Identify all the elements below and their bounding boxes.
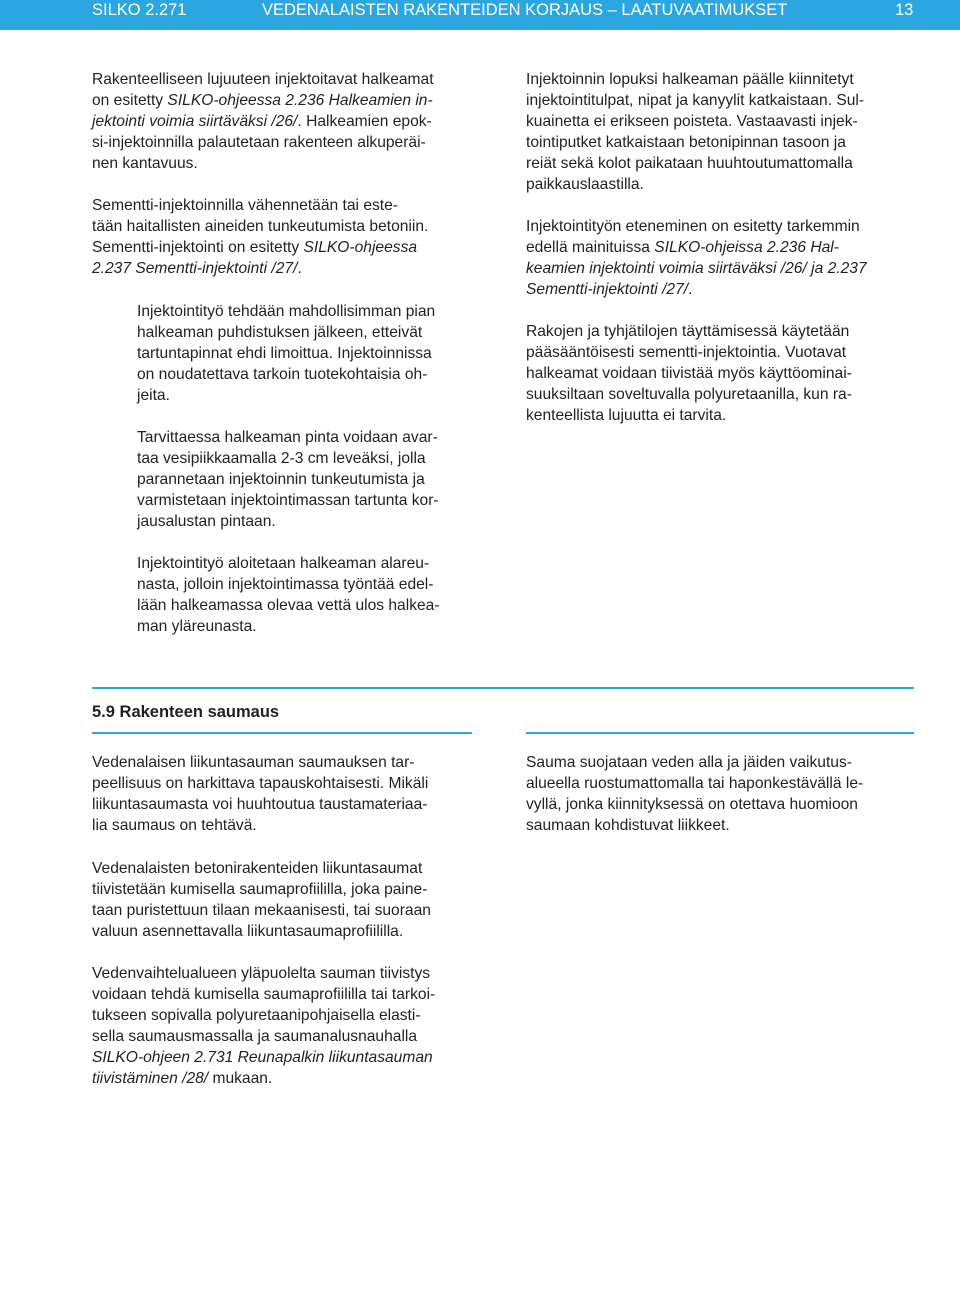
paragraph-joint-protection: Sauma suojataan veden alla ja jäiden vaikutus- alueella ruostumattomalla tai haponkestävällä le- vyllä, jonka kiinnityksessä on otettava huomioon saumaan kohdistuvat liikkeet. — [526, 754, 864, 835]
section-heading: 5.9 Rakenteen saumaus — [92, 703, 280, 721]
document-code: SILKO 2.271 — [92, 1, 187, 19]
paragraph-crack-injection: Rakenteelliseen lujuuteen injektoitavat halkeamat on esitetty SILKO-ohjeessa 2.236 Halkeamien in- jektointi voimia siirtäväksi /26/. Halkeamien epok- si-injektoinnilla palautetaan rakenteen alkuperäi- nen kantavuus. — [92, 71, 434, 173]
paragraph-joint-above-water: Vedenvaihtelualueen yläpuolelta sauman tiivistys voidaan tehdä kumisella saumaprofiililla tai tarkoi- tukseen sopivalla polyuretaanipohjaisella elasti- sella saumausmassalla ja saumanalusnauhalla SILKO-ohjeen 2.731 Reunapalkin liikuntasauman tiivistäminen /28/ mukaan. — [92, 965, 436, 1088]
section-top-rule — [92, 687, 914, 689]
paragraph-injection-progress: Injektointityön eteneminen on esitetty tarkemmin edellä mainituissa SILKO-ohjeissa 2.236 Hal- keamien injektointi voimia siirtäväksi /26/ ja 2.237 Sementti-injektointi /27/. — [526, 218, 867, 299]
page-number: 13 — [895, 1, 914, 19]
header-title: VEDENALAISTEN RAKENTEIDEN KORJAUS – LAATUVAATIMUKSET — [262, 1, 788, 19]
paragraph-cement-injection: Sementti-injektoinnilla vähennetään tai este- tään haitallisten aineiden tunkeutumista betoniin. Sementti-injektointi on esitetty SILKO-ohjeessa 2.237 Sementti-injektointi /27/. — [92, 197, 429, 278]
reference-silko-2237: SILKO-ohjeessa 2.237 Sementti-injektointi /27/ — [92, 239, 418, 278]
paragraph-surface-opening: Tarvittaessa halkeaman pinta voidaan avar- taa vesipiikkaamalla 2-3 cm leveäksi, jolla parannetaan injektoinnin tunkeutumista ja varmistetaan injektointimassan tartunta kor- jausalustan pintaan. — [137, 429, 439, 531]
paragraph-joint-sealing: Vedenalaisten betonirakenteiden liikuntasaumat tiivistetään kumisella saumaprofiililla, joka paine- taan puristettuun tilaan mekaanisesti, tai suoraan valuun asennettavalla liikuntasaumaprofiililla. — [92, 860, 431, 941]
reference-silko-2731: SILKO-ohjeen 2.731 Reunapalkin liikuntasauman tiivistäminen /28/ — [92, 1049, 433, 1088]
paragraph-void-filling: Rakojen ja tyhjätilojen täyttämisessä käytetään pääsääntöisesti sementti-injektointia. Vuotavat halkeamat voidaan tiivistää myös käyttöominai- suuksiltaan soveltuvalla polyuretaanilla, kun ra- kenteellista lujuutta ei tarvita. — [526, 323, 852, 425]
reference-silko-2236-2237: SILKO-ohjeissa 2.236 Hal- keamien injektointi voimia siirtäväksi /26/ ja 2.237 Sementti-injektointi /27/ — [526, 239, 867, 299]
section-left-rule — [92, 732, 472, 734]
page-header — [0, 0, 960, 30]
paragraph-injection-finish: Injektoinnin lopuksi halkeaman päälle kiinnitetyt injektointitulpat, nipat ja kanyylit katkaistaan. Sul- kuainetta ei erikseen poisteta. Vastaavasti injek- tointiputket katkaistaan betonipinnan tasoon ja reiät sekä kolot paikataan huuhtoutumattomalla paikkauslaastilla. — [526, 71, 865, 194]
reference-silko-2236: SILKO-ohjeessa 2.236 Halkeamien in- jektointi voimia siirtäväksi /26/ — [92, 92, 433, 131]
paragraph-joint-need: Vedenalaisen liikuntasauman saumauksen tar- peellisuus on harkittava tapauskohtaisesti. Mikäli liikuntasaumasta voi huuhtoutua taustamateriaa- lia saumaus on tehtävä. — [92, 754, 429, 835]
section-right-rule — [526, 732, 914, 734]
paragraph-injection-start: Injektointityö aloitetaan halkeaman alareu- nasta, jolloin injektointimassa työntää edel- lään halkeamassa olevaa vettä ulos halkea- man yläreunasta. — [137, 555, 440, 636]
paragraph-injection-timing: Injektointityö tehdään mahdollisimman pian halkeaman puhdistuksen jälkeen, etteivät tartuntapinnat ehdi limoittua. Injektoinnissa on noudatettava tarkoin tuotekohtaisia oh- jeita. — [137, 303, 436, 405]
